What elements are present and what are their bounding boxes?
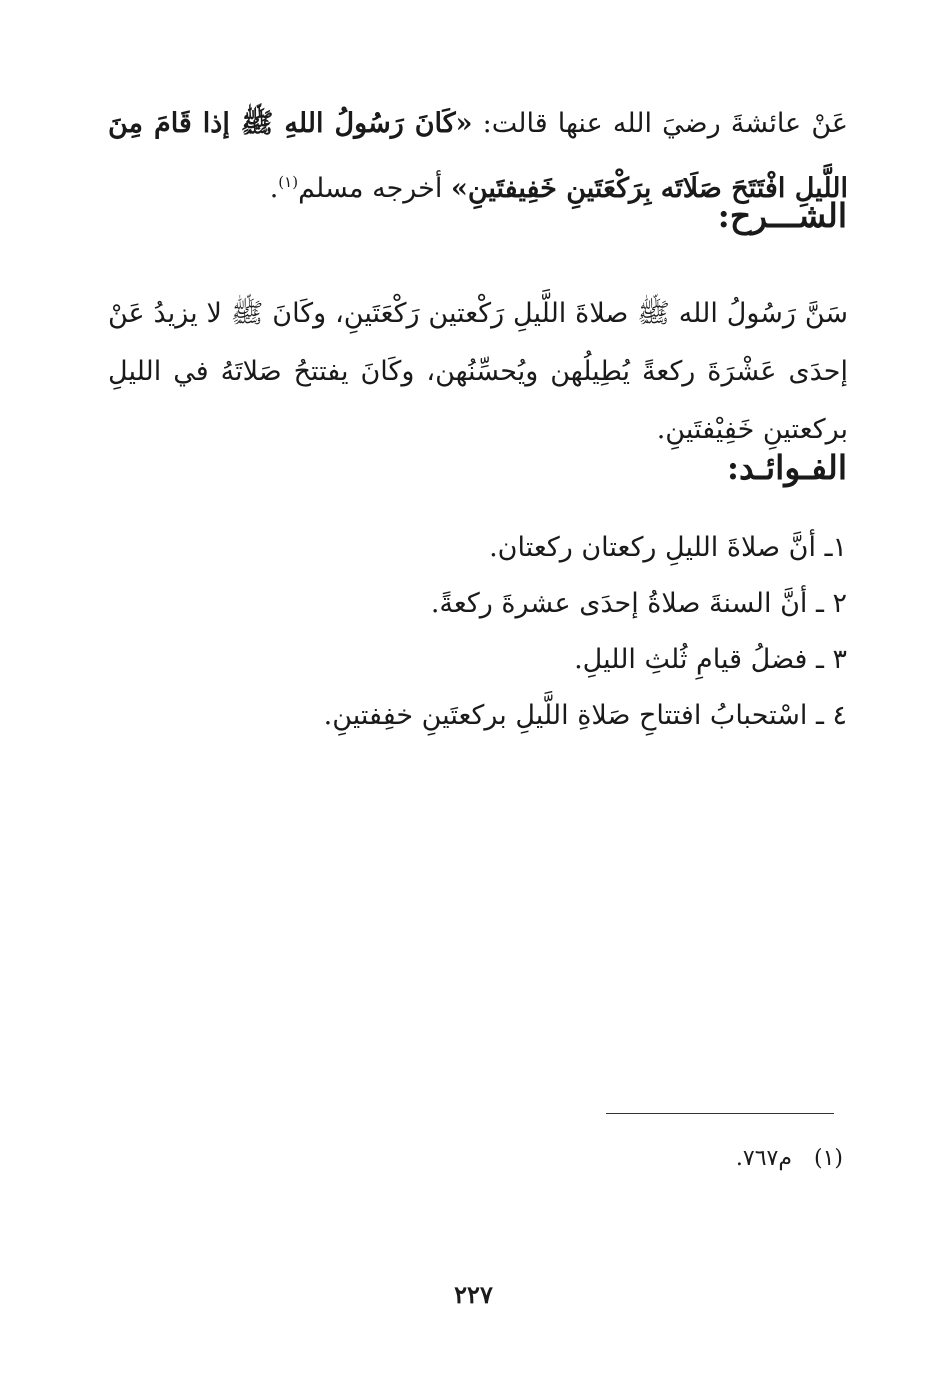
explanation-heading: الشـــرح: xyxy=(717,196,847,235)
benefits-heading: الفـوائـد: xyxy=(726,448,847,487)
hadith-intro-text: عَنْ عائشةَ رضيَ الله عنها قالت: xyxy=(472,108,848,139)
footnote-reference[interactable]: (١) xyxy=(278,173,299,191)
page-number: ٢٢٧ xyxy=(454,1280,493,1309)
benefit-item: ١ـ أنَّ صلاةَ الليلِ ركعتان ركعتان. xyxy=(489,532,847,563)
benefits-list xyxy=(107,520,847,744)
benefit-item: ٣ ـ فضلُ قيامِ ثُلثِ الليلِ. xyxy=(574,644,847,675)
hadith-end-punct: . xyxy=(269,173,279,204)
explanation-paragraph: سَنَّ رَسُولُ الله ﷺ صلاةَ اللَّيلِ رَكْعتين رَكْعَتَينِ، وكَانَ ﷺ لا يزيدُ عَنْ إحدَى عَشْرَةَ ركعةً يُطِيلُهن ويُحسِّنُهن، وكَانَ يفتتحُ صَلاتَهُ في الليلِ بركعتينِ خَفِيْفتَينِ. xyxy=(108,298,849,445)
footnote-divider xyxy=(606,1113,834,1114)
footnote-number: (١) xyxy=(813,1146,843,1171)
hadith-quote: «كَانَ رَسُولُ اللهِ ﷺ إذا قَامَ مِنَ اللَّيلِ افْتَتَحَ صَلَاتَه بِرَكْعَتَينِ خَفِيفتَينِ» xyxy=(108,108,848,204)
footnote-text: م٧٦٧. xyxy=(735,1146,792,1171)
benefit-item: ٢ ـ أنَّ السنةَ صلاةُ إحدَى عشرةَ ركعةً. xyxy=(430,588,847,619)
footnote xyxy=(736,1146,843,1171)
hadith-attribution: أخرجه مسلم xyxy=(298,173,451,204)
benefit-item: ٤ ـ اسْتحبابُ افتتاحِ صَلاةِ اللَّيلِ بركعتَينِ خفِفتينِ. xyxy=(323,700,847,731)
